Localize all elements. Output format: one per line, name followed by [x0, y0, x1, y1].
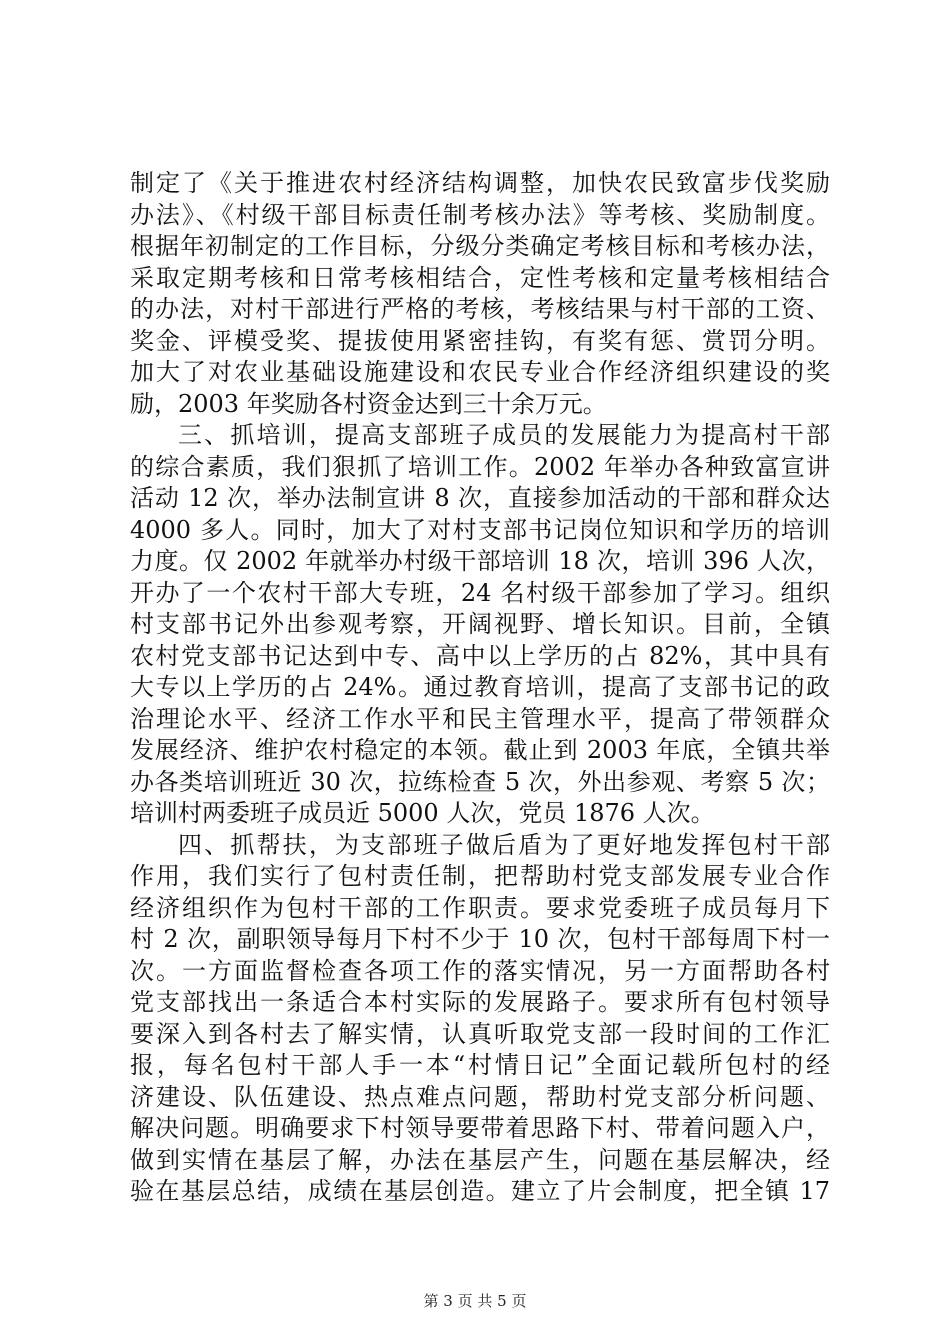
- paragraph-line: 农村党支部书记达到中专、高中以上学历的占 82%，其中具有: [130, 641, 830, 670]
- paragraph-line: 解决问题。明确要求下村领导要带着思路下村、带着问题入户，: [130, 1114, 830, 1142]
- paragraph-line: 的综合素质，我们狠抓了培训工作。2002 年举办各种致富宣讲: [130, 452, 830, 481]
- paragraph-line: 做到实情在基层了解，办法在基层产生，问题在基层解决，经: [130, 1145, 830, 1174]
- paragraph-line: 制定了《关于推进农村经济结构调整，加快农民致富步伐奖励: [130, 169, 830, 197]
- paragraph-line: 活动 12 次，举办法制宣讲 8 次，直接参加活动的干部和群众达: [130, 484, 830, 512]
- paragraph-line: 发展经济、维护农村稳定的本领。截止到 2003 年底，全镇共举: [130, 736, 830, 764]
- paragraph-line: 办各类培训班近 30 次，拉练检查 5 次，外出参观、考察 5 次；: [130, 767, 830, 796]
- paragraph-line: 三、抓培训，提高支部班子成员的发展能力为提高村干部: [178, 421, 830, 449]
- paragraph-line: 力度。仅 2002 年就举办村级干部培训 18 次，培训 396 人次，: [130, 547, 830, 575]
- paragraph: [130, 420, 830, 830]
- paragraph-line: 采取定期考核和日常考核相结合，定性考核和定量考核相结合: [130, 263, 830, 292]
- paragraph-line: 根据年初制定的工作目标，分级分类确定考核目标和考核办法，: [130, 232, 830, 260]
- paragraph-line: 4000 多人。同时，加大了对村支部书记岗位知识和学历的培训: [130, 515, 830, 544]
- paragraph-line: 的办法，对村干部进行严格的考核，考核结果与村干部的工资、: [130, 295, 830, 323]
- paragraph-line: 村支部书记外出参观考察，开阔视野、增长知识。目前，全镇: [130, 610, 830, 638]
- paragraph-line: 励，2003 年奖励各村资金达到三十余万元。: [130, 389, 607, 418]
- paragraph-line: 济建设、队伍建设、热点难点问题，帮助村党支部分析问题、: [130, 1082, 830, 1111]
- paragraph-line: 次。一方面监督检查各项工作的落实情况，另一方面帮助各村: [130, 956, 830, 985]
- document-body: [130, 168, 830, 1208]
- paragraph-line: 加大了对农业基础设施建设和农民专业合作经济组织建设的奖: [130, 358, 830, 386]
- paragraph-line: 办法》、《村级干部目标责任制考核办法》等考核、奖励制度。: [130, 200, 830, 229]
- paragraph-line: 四、抓帮扶，为支部班子做后盾为了更好地发挥包村干部: [178, 830, 830, 859]
- paragraph-line: 奖金、评模受奖、提拔使用紧密挂钩，有奖有惩、赏罚分明。: [130, 326, 830, 355]
- page-footer: 第 3 页 共 5 页: [423, 1292, 527, 1310]
- paragraph-line: 村 2 次，副职领导每月下村不少于 10 次，包村干部每周下村一: [130, 925, 830, 953]
- paragraph-line: 培训村两委班子成员近 5000 人次，党员 1876 人次。: [130, 799, 715, 827]
- paragraph-line: 大专以上学历的占 24%。通过教育培训，提高了支部书记的政: [130, 673, 830, 701]
- paragraph-line: 作用，我们实行了包村责任制，把帮助村党支部发展专业合作: [130, 862, 830, 890]
- paragraph-line: 要深入到各村去了解实情，认真听取党支部一段时间的工作汇: [130, 1019, 830, 1048]
- paragraph: [130, 168, 830, 420]
- paragraph-line: 验在基层总结，成绩在基层创造。建立了片会制度，把全镇 17: [130, 1177, 830, 1205]
- paragraph-line: 治理论水平、经济工作水平和民主管理水平，提高了带领群众: [130, 704, 830, 733]
- paragraph: [130, 830, 830, 1208]
- paragraph-line: 经济组织作为包村干部的工作职责。要求党委班子成员每月下: [130, 893, 830, 922]
- paragraph-line: 报，每名包村干部人手一本“村情日记”全面记载所包村的经: [130, 1051, 830, 1079]
- paragraph-line: 开办了一个农村干部大专班，24 名村级干部参加了学习。组织: [130, 578, 830, 607]
- paragraph-line: 党支部找出一条适合本村实际的发展路子。要求所有包村领导: [130, 988, 830, 1016]
